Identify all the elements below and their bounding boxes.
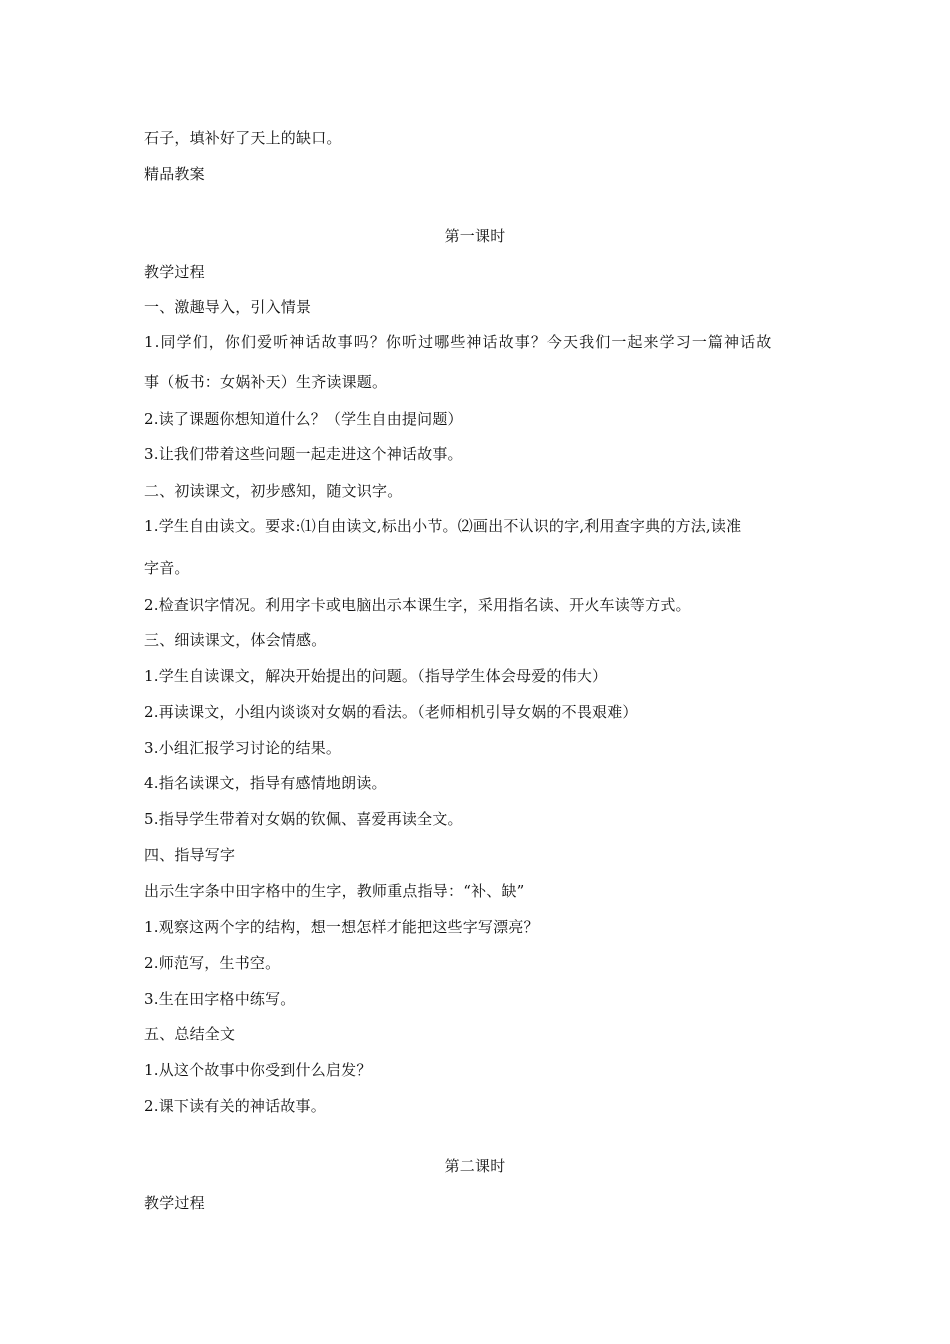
text-line: 精品教案 — [144, 165, 205, 183]
text-line: 出示生字条中田字格中的生字，教师重点指导：“补、缺” — [144, 882, 525, 900]
text-line: 一、激趣导入，引入情景 — [144, 298, 312, 316]
text-line: 教学过程 — [144, 1194, 205, 1212]
text-line: 字音。 — [144, 559, 190, 577]
text-line: 二、初读课文，初步感知，随文识字。 — [144, 482, 403, 500]
text-line: 2.读了课题你想知道什么？（学生自由提问题） — [144, 410, 463, 428]
text-line: 5.指导学生带着对女娲的钦佩、喜爱再读全文。 — [144, 810, 463, 828]
text-line: 1.同学们，你们爱听神话故事吗？你听过哪些神话故事？今天我们一起来学习一篇神话故 — [144, 333, 773, 351]
text-line: 3.生在田字格中练写。 — [144, 990, 296, 1008]
text-line: 五、总结全文 — [144, 1025, 236, 1043]
section-heading: 第一课时 — [444, 227, 506, 245]
text-line: 3.让我们带着这些问题一起走进这个神话故事。 — [144, 445, 463, 463]
text-line: 2.课下读有关的神话故事。 — [144, 1097, 326, 1115]
text-line: 1.学生自读课文，解决开始提出的问题。（指导学生体会母爱的伟大） — [144, 667, 608, 685]
text-line: 1.观察这两个字的结构，想一想怎样才能把这些字写漂亮？ — [144, 918, 539, 936]
text-line: 石子，填补好了天上的缺口。 — [144, 129, 342, 147]
text-line: 1.学生自由读文。要求:⑴自由读文,标出小节。⑵画出不认识的字,利用查字典的方法,读准 — [144, 517, 742, 535]
text-line: 2.检查识字情况。利用字卡或电脑出示本课生字，采用指名读、开火车读等方式。 — [144, 596, 691, 614]
section-heading: 第二课时 — [444, 1157, 506, 1175]
text-line: 事（板书：女娲补天）生齐读课题。 — [144, 373, 388, 391]
text-line: 三、细读课文，体会情感。 — [144, 631, 327, 649]
text-line: 1.从这个故事中你受到什么启发？ — [144, 1061, 372, 1079]
text-line: 4.指名读课文，指导有感情地朗读。 — [144, 774, 387, 792]
text-line: 2.师范写，生书空。 — [144, 954, 281, 972]
text-line: 教学过程 — [144, 263, 205, 281]
text-line: 四、指导写字 — [144, 846, 236, 864]
text-line: 2.再读课文，小组内谈谈对女娲的看法。（老师相机引导女娲的不畏艰难） — [144, 703, 638, 721]
text-line: 3.小组汇报学习讨论的结果。 — [144, 739, 342, 757]
